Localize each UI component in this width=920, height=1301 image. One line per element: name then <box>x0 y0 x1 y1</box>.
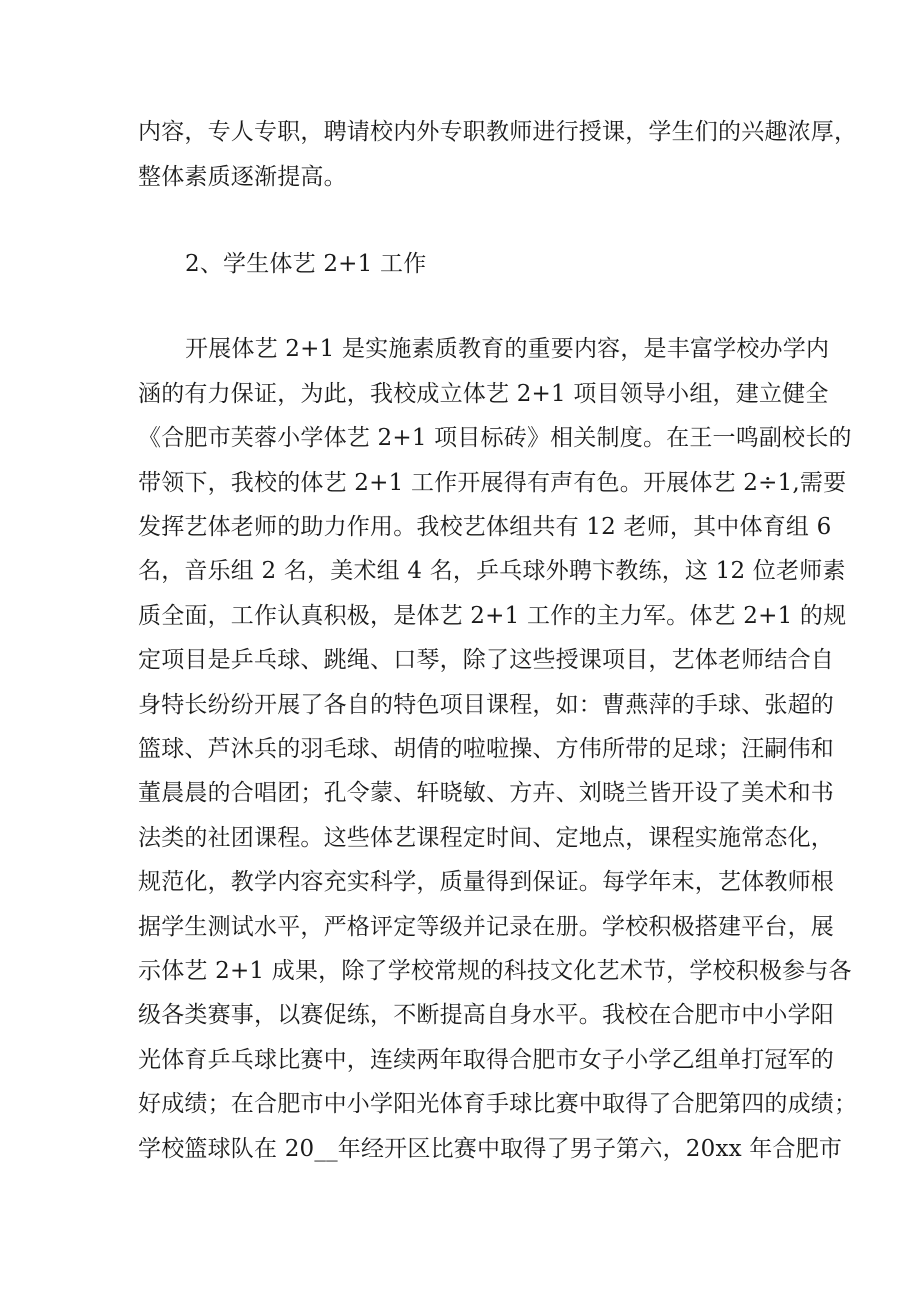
paragraph-line-9: 身特长纷纷开展了各自的特色项目课程，如：曹燕萍的手球、张超的 <box>138 692 834 718</box>
paragraph-line-10: 篮球、芦沐兵的羽毛球、胡倩的啦啦操、方伟所带的足球；汪嗣伟和 <box>138 736 834 762</box>
intro-line-2: 整体素质逐渐提高。 <box>138 164 347 190</box>
paragraph-line-1: 开展体艺 2+1 是实施素质教育的重要内容，是丰富学校办学内 <box>185 336 830 362</box>
paragraph-line-5: 发挥艺体老师的助力作用。我校艺体组共有 12 老师，其中体育组 6 <box>138 514 832 540</box>
paragraph-line-16: 级各类赛事，以赛促练，不断提高自身水平。我校在合肥市中小学阳 <box>138 1002 834 1028</box>
paragraph-line-19: 学校篮球队在 20__年经开区比赛中取得了男子第六，20xx 年合肥市 <box>138 1136 843 1162</box>
paragraph-line-15: 示体艺 2+1 成果，除了学校常规的科技文化艺术节，学校积极参与各 <box>138 958 852 984</box>
paragraph-line-4: 带领下，我校的体艺 2+1 工作开展得有声有色。开展体艺 2÷1,需要 <box>138 470 847 496</box>
paragraph-line-6: 名，音乐组 2 名，美术组 4 名，乒乓球外聘卞教练，这 12 位老师素 <box>138 558 846 584</box>
paragraph-line-18: 好成绩；在合肥市中小学阳光体育手球比赛中取得了合肥第四的成绩； <box>138 1091 858 1117</box>
paragraph-line-3: 《合肥市芙蓉小学体艺 2+1 项目标砖》相关制度。在王一鸣副校长的 <box>138 425 852 451</box>
paragraph-line-12: 法类的社团课程。这些体艺课程定时间、定地点，课程实施常态化， <box>138 825 834 851</box>
paragraph-line-17: 光体育乒乓球比赛中，连续两年取得合肥市女子小学乙组单打冠军的 <box>138 1047 834 1073</box>
paragraph-line-14: 据学生测试水平，严格评定等级并记录在册。学校积极搭建平台，展 <box>138 914 834 940</box>
paragraph-line-7: 质全面，工作认真积极，是体艺 2+1 工作的主力军。体艺 2+1 的规 <box>138 603 847 629</box>
paragraph-line-13: 规范化，教学内容充实科学，质量得到保证。每学年末，艺体教师根 <box>138 869 834 895</box>
intro-line-1: 内容，专人专职，聘请校内外专职教师进行授课，学生们的兴趣浓厚， <box>138 119 858 145</box>
paragraph-line-11: 董晨晨的合唱团；孔令蒙、轩晓敏、方卉、刘晓兰皆开设了美术和书 <box>138 780 834 806</box>
section-heading: 2、学生体艺 2+1 工作 <box>185 251 427 277</box>
paragraph-line-2: 涵的有力保证，为此，我校成立体艺 2+1 项目领导小组，建立健全 <box>138 381 829 407</box>
paragraph-line-8: 定项目是乒乓球、跳绳、口琴，除了这些授课项目，艺体老师结合自 <box>138 647 834 673</box>
